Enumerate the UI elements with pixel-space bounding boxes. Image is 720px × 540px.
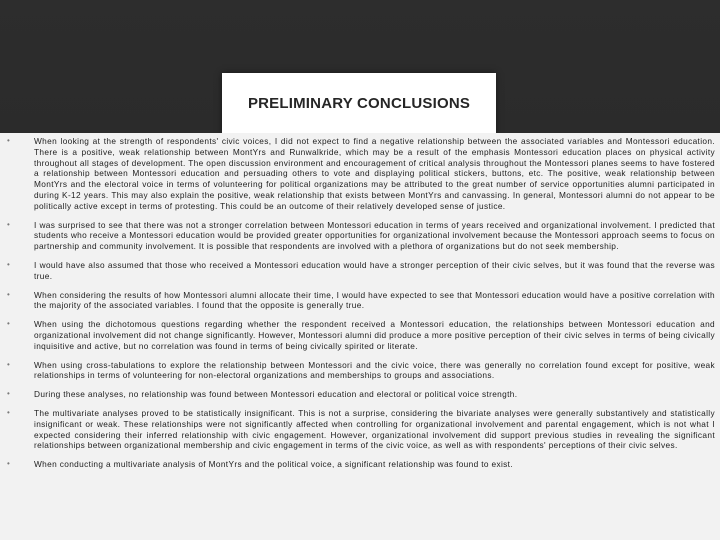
bullet-item xyxy=(0,260,720,282)
bullet-text: I was surprised to see that there was not a stronger correlation between Montessori education in terms of years received and organizational involvement. I predicted that students who receive a Montessori education would be provided greater opportunities for organizational involvement because the Montessori approach seems to focus on partnership and community involvement. It is possible that respondents are involved with a plethora of organizations but do not seek membership. xyxy=(34,219,715,252)
bullet-item xyxy=(0,389,720,400)
bullet-text: I would have also assumed that those who received a Montessori education would have a stronger perception of their civic selves, but it was found that the reverse was true. xyxy=(34,259,715,281)
bullet-text: During these analyses, no relationship was found between Montessori education and electoral or political voice strength. xyxy=(34,389,518,400)
bullet-item xyxy=(0,136,720,212)
bullet-item xyxy=(0,408,720,451)
bullet-dot-icon: • xyxy=(7,289,11,299)
bullet-dot-icon: • xyxy=(7,219,11,229)
bullet-item xyxy=(0,360,720,382)
bullet-dot-icon: • xyxy=(7,319,11,329)
bullet-dot-icon: • xyxy=(7,359,11,369)
bullet-text: When considering the results of how Montessori alumni allocate their time, I would have expected to see that Montessori education would have a positive correlation with the majority of the associated variables. I found that the opposite is generally true. xyxy=(34,289,715,311)
bullet-dot-icon: • xyxy=(7,407,11,417)
slide-title: PRELIMINARY CONCLUSIONS xyxy=(247,95,471,112)
bullet-text: The multivariate analyses proved to be statistically insignificant. This is not a surprise, considering the bivariate analyses were generally substantively and statistically insignificant or weak. These relationships were not significantly affected when controlling for organizational involvement and parental engagement, which is not what I expected considering their inferred relationship with civic engagement. However, organizational involvement did support previous studies in revealing the significant relationships between organizational membership and civic engagement in terms of the civic voice, as well as with respondents' perceptions of their civic selves. xyxy=(34,407,715,451)
bullet-text: When using the dichotomous questions regarding whether the respondent received a Montessori education, the relationships between Montessori education and organizational involvement did not change significantly. However, Montessori alumni did produce a more positive perception of their civic selves in terms of being civically inquisitive and active, but no correlation was found in terms of being civically spirited or literate. xyxy=(34,319,715,351)
title-box xyxy=(222,73,496,133)
bullet-list xyxy=(0,136,720,478)
bullet-item xyxy=(0,290,720,312)
bullet-text: When conducting a multivariate analysis of MontYrs and the political voice, a significant relationship was found to exist. xyxy=(34,459,513,470)
bullet-item xyxy=(0,459,720,470)
bullet-text: When looking at the strength of respondents' civic voices, I did not expect to find a negative relationship between the associated variables and Montessori education. There is a positive, weak relationship between MontYrs and Runwalkride, which may be a result of the emphasis Montessori education places on physical activity throughout all stages of development. The open discussion environment and encouragement of critical analysis throughout the Montessori planes seems to have fostered a relationship between Montessori education and persuading others to vote and displaying political stickers, buttons, etc. The positive, weak relationship between MontYrs and the electoral voice in terms of volunteering for political organizations may be attributed to the great number of service opportunities alumni participated in during K-12 years. This may also explain the positive, weak relationship that exists between MontYrs and canvassing. In general, Montessori alumni do not appear to be politically active except in terms of protesting. This could be an outcome of their relatively developed sense of justice. xyxy=(34,136,715,211)
content-panel xyxy=(0,133,720,540)
bullet-dot-icon: • xyxy=(7,389,11,399)
bullet-dot-icon: • xyxy=(7,459,11,469)
bullet-item xyxy=(0,319,720,351)
bullet-dot-icon: • xyxy=(7,259,11,269)
bullet-item xyxy=(0,220,720,252)
bullet-text: When using cross-tabulations to explore the relationship between Montessori and the civic voice, there was generally no correlation found except for positive, weak relationships in terms of volunteering for non-electoral organizations and memberships to groups and associations. xyxy=(34,359,715,381)
bullet-dot-icon: • xyxy=(7,136,11,145)
